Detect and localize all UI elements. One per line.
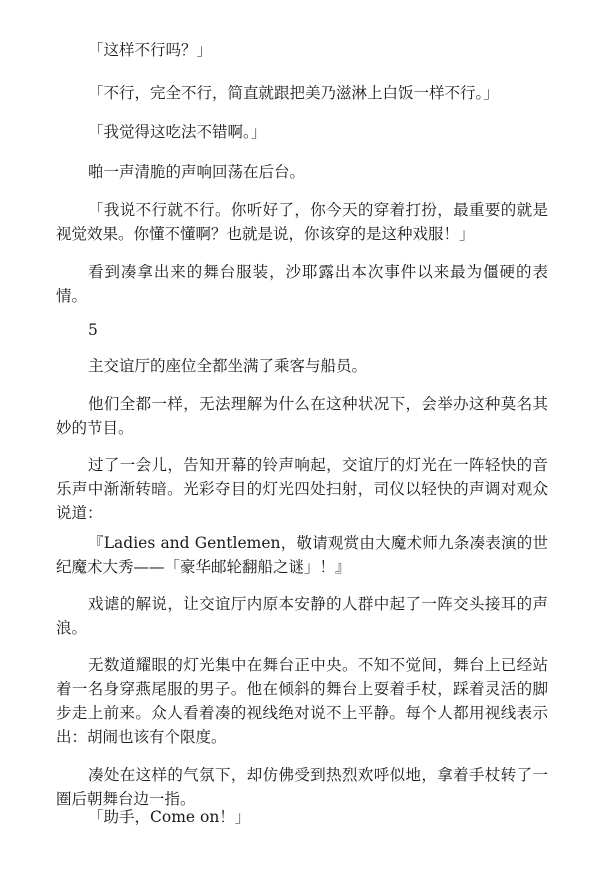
paragraph-6: 看到凑拿出来的舞台服装，沙耶露出本次事件以来最为僵硬的表情。	[56, 263, 548, 305]
paragraph-9: 过了一会儿，告知开幕的铃声响起，交谊厅的灯光在一阵轻快的音乐声中渐渐转暗。光彩夺目的灯光四处扫射，司仪以轻快的声调对观众说道：	[56, 456, 548, 522]
paragraph-10: 『Ladies and Gentlemen，敬请观赏由大魔术师九条凑表演的世纪魔术大秀——「豪华邮轮翻船之谜」！』	[56, 534, 548, 576]
paragraph-5: 「我说不行就不行。你听好了，你今天的穿着打扮，最重要的就是视觉效果。你懂不懂啊？也就是说，你该穿的是这种戏服！」	[56, 201, 548, 243]
paragraph-2: 「不行，完全不行，简直就跟把美乃滋淋上白饭一样不行。」	[88, 84, 499, 102]
paragraph-1: 「这样不行吗？」	[88, 41, 213, 59]
paragraph-13: 凑处在这样的气氛下，却仿佛受到热烈欢呼似地，拿着手杖转了一圈后朝舞台边一指。	[56, 766, 548, 808]
paragraph-7: 主交谊厅的座位全都坐满了乘客与船员。	[88, 357, 368, 375]
paragraph-12: 无数道耀眼的灯光集中在舞台正中央。不知不觉间，舞台上已经站着一名身穿燕尾服的男子。他在倾斜的舞台上耍着手杖，踩着灵活的脚步走上前来。众人看着凑的视线绝对说不上平静。每个人都用视线表示出：胡闹也该有个限度。	[56, 656, 548, 746]
paragraph-8: 他们全都一样，无法理解为什么在这种状况下，会举办这种莫名其妙的节目。	[56, 395, 548, 437]
paragraph-3: 「我觉得这吃法不错啊。」	[88, 123, 267, 141]
paragraph-4: 啪一声清脆的声响回荡在后台。	[88, 163, 306, 181]
paragraph-14: 「助手，Come on！」	[88, 808, 251, 826]
section-number: 5	[88, 321, 98, 339]
paragraph-11: 戏谑的解说，让交谊厅内原本安静的人群中起了一阵交头接耳的声浪。	[56, 595, 548, 637]
